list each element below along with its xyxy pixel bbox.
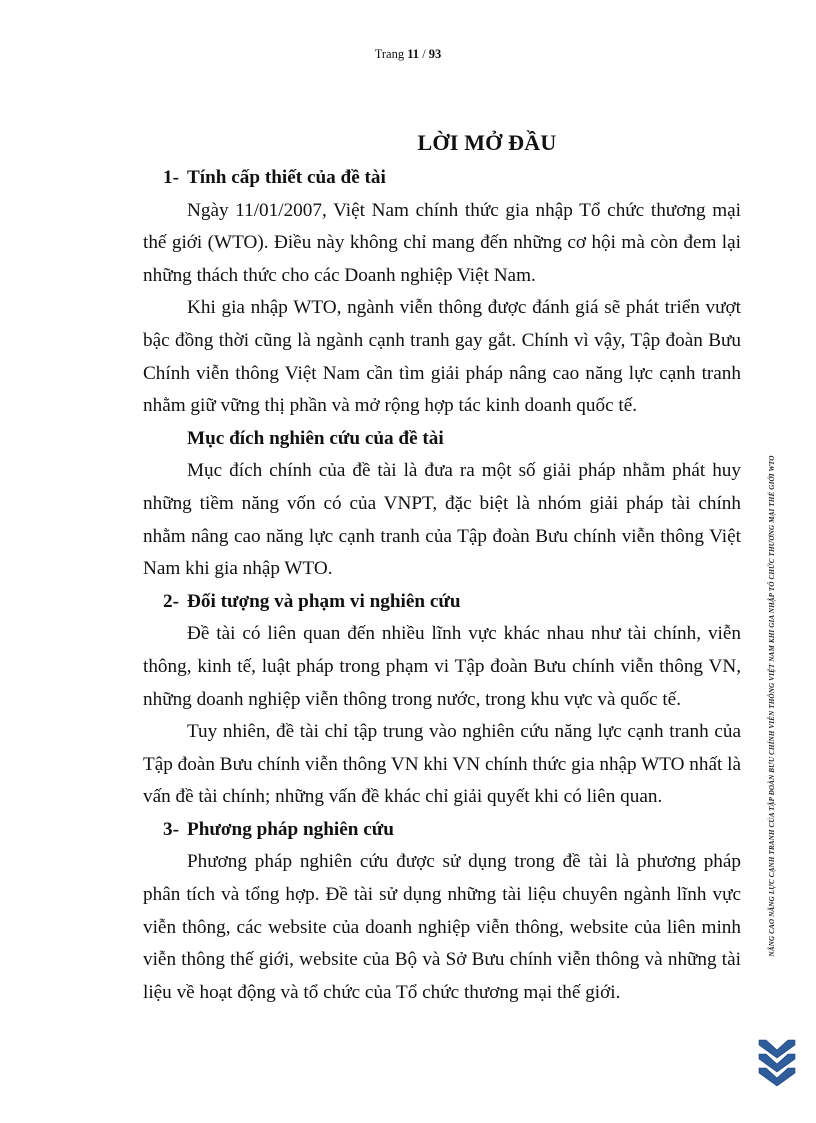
page-separator: / — [419, 47, 429, 61]
text-line: Ngày 11/01/2007, Việt Nam chính thức gia nhập Tổ chức thương mại — [187, 199, 741, 221]
text-line: những thách thức cho các Doanh nghiệp Việt Nam. — [143, 264, 536, 286]
text-line: vấn đề tài chính; những vấn đề khác chỉ giải quyết khi có liên quan. — [143, 786, 663, 808]
paragraph — [143, 846, 741, 1009]
text-line: Mục đích chính của đề tài là đưa ra một số giải pháp nhằm phát huy — [187, 460, 741, 482]
text-line: viễn thông, các website của doanh nghiệp viễn thông, website của liên minh — [143, 916, 741, 938]
section-title: Tính cấp thiết của đề tài — [187, 167, 386, 188]
section-number: 3- — [163, 818, 179, 840]
text-line: viễn thông thế giới, website của Bộ và Sở Bưu chính viễn thông và những tài — [143, 949, 741, 971]
text-line: Tuy nhiên, đề tài chỉ tập trung vào nghiên cứu năng lực cạnh tranh của — [187, 721, 741, 743]
paragraph — [143, 195, 741, 293]
text-line: những tiềm năng vốn có của VNPT, đặc biệt là nhóm giải pháp tài chính — [143, 492, 741, 514]
text-line: Phương pháp nghiên cứu được sử dụng trong đề tài là phương pháp — [187, 851, 741, 873]
paragraph — [143, 455, 741, 585]
section-heading-1 — [143, 162, 741, 195]
text-line: thế giới (WTO). Điều này không chỉ mang đến những cơ hội mà còn đem lại — [143, 232, 741, 254]
text-line: bậc đồng thời cũng là ngành cạnh tranh gay gắt. Chính vì vậy, Tập đoàn Bưu — [143, 329, 741, 351]
subsection-heading: Mục đích nghiên cứu của đề tài — [187, 427, 444, 449]
page-total: 93 — [428, 47, 442, 61]
section-heading-3 — [143, 814, 741, 847]
section-heading-2 — [143, 586, 741, 619]
text-line: phân tích và tổng hợp. Đề tài sử dụng những tài liệu chuyên ngành lĩnh vực — [143, 884, 741, 906]
section-number: 1- — [163, 167, 179, 188]
page-prefix: Trang — [374, 47, 408, 61]
section-title: Phương pháp nghiên cứu — [187, 818, 394, 840]
text-line: những doanh nghiệp viễn thông trong nước, trong khu vực và quốc tế. — [143, 688, 681, 710]
text-line: Nam khi gia nhập WTO. — [143, 558, 333, 580]
page-number — [0, 46, 816, 62]
document-body — [143, 128, 741, 1009]
text-line: nhằm giữ vững thị phần và mở rộng hợp tác kinh doanh quốc tế. — [143, 395, 638, 417]
paragraph — [143, 292, 741, 422]
document-title: LỜI MỞ ĐẦU — [417, 130, 557, 155]
text-line: Khi gia nhập WTO, ngành viễn thông được đánh giá sẽ phát triển vượt — [187, 297, 741, 319]
section-number: 2- — [163, 590, 179, 612]
text-line: Chính viễn thông Việt Nam cần tìm giải pháp nâng cao năng lực cạnh tranh — [143, 362, 741, 384]
text-line: nhằm nâng cao năng lực cạnh tranh của Tập đoàn Bưu chính viễn thông Việt — [143, 525, 741, 547]
text-line: Đề tài có liên quan đến nhiều lĩnh vực khác nhau như tài chính, viễn — [187, 623, 741, 645]
section-title: Đối tượng và phạm vi nghiên cứu — [187, 590, 461, 612]
triple-chevron-down-icon[interactable] — [758, 1038, 796, 1092]
text-line: Tập đoàn Bưu chính viễn thông VN khi VN chính thức gia nhập WTO nhất là — [143, 753, 741, 775]
page-current: 11 — [407, 47, 420, 61]
text-line: thông, kinh tế, luật pháp trong phạm vi Tập đoàn Bưu chính viễn thông VN, — [143, 655, 741, 677]
paragraph — [143, 716, 741, 814]
side-banner-text: NÂNG CAO NĂNG LỰC CẠNH TRANH CỦA TẬP ĐOÀN BƯU CHÍNH VIỄN THÔNG VIỆT NAM KHI GIA NHẬP TỔ CHỨC THƯƠNG MẠI THẾ GIỚI WTO — [768, 455, 776, 957]
text-line: liệu về hoạt động và tổ chức của Tổ chức thương mại thế giới. — [143, 981, 621, 1003]
paragraph — [143, 618, 741, 716]
